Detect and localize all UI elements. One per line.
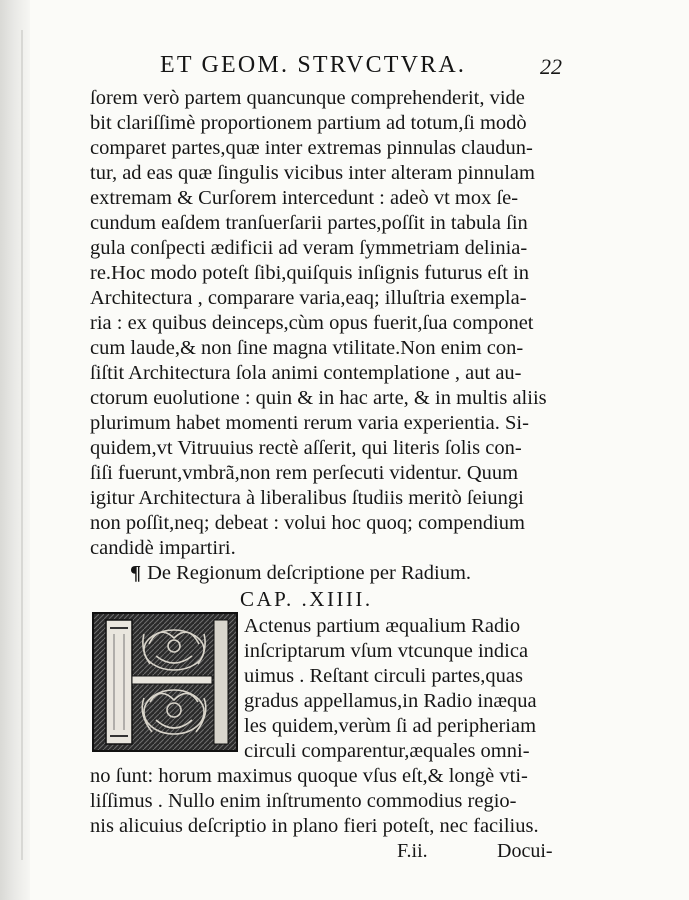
chapter-line: circuli comparentur,æquales omni- (244, 740, 530, 762)
section-heading (130, 562, 471, 585)
chapter-line: les quidem,verùm ſi ad peripheriam (244, 715, 537, 737)
woodcut-ornament-icon (94, 614, 236, 750)
body-line: cundum eaſdem tranſuerſarii partes,poſſit in tabula ſin (90, 212, 528, 234)
body-line: cum laude,& non ſine magna vtilitate.Non enim con- (90, 337, 524, 359)
pilcrow-mark: ¶ (130, 562, 142, 584)
running-title: ET GEOM. STRVCTVRA. (160, 52, 467, 78)
body-line: non poſſit,neq; debeat : volui hoc quoq; compendium (90, 512, 525, 534)
body-line: ſiſtit Architectura ſola animi contemplatione , aut au- (90, 362, 522, 384)
body-line: bit clariſſimè proportionem partium ad totum,ſi modò (90, 112, 527, 134)
catchword: Docui- (497, 840, 553, 862)
body-line: tur, ad eas quæ ſingulis vicibus inter alteram pinnulam (90, 162, 535, 184)
body-line: quidem,vt Vitruuius rectè aſſerit, qui literis ſolis con- (90, 437, 522, 459)
chapter-line: liſſimus . Nullo enim inſtrumento commodius regio- (90, 790, 517, 812)
chapter-line: nis alicuius deſcriptio in plano fieri poteſt, nec facilius. (90, 815, 539, 837)
chapter-line: inſcriptarum vſum vtcunque indica (244, 640, 529, 662)
chapter-line: Actenus partium æqualium Radio (244, 615, 521, 637)
chapter-line: gradus appellamus,in Radio inæqua (244, 690, 537, 712)
body-line: igitur Architectura à liberalibus ſtudiis meritò ſeiungi (90, 487, 524, 509)
chapter-heading: CAP. .XIIII. (240, 587, 373, 611)
body-line: ria : ex quibus deinceps,cùm opus fuerit,ſua componet (90, 312, 534, 334)
decorated-initial-h (92, 612, 238, 752)
page-binding-edge (0, 0, 30, 900)
body-line: extremam & Curſorem intercedunt : adeò vt mox ſe- (90, 187, 519, 209)
body-line: ſiſi fuerunt,vmbrã,non rem perſecuti videntur. Quum (90, 462, 519, 484)
page-number: 22 (540, 54, 562, 79)
section-heading-text: De Regionum deſcriptione per Radium. (147, 562, 472, 584)
chapter-line: uimus . Reſtant circuli partes,quas (244, 665, 523, 687)
body-line: plurimum habet momenti rerum varia experientia. Si- (90, 412, 529, 434)
signature-mark: F.ii. (397, 840, 428, 862)
body-line: comparet partes,quæ inter extremas pinnulas claudun- (90, 137, 533, 159)
chapter-line: no ſunt: horum maximus quoque vſus eſt,& longè vti- (90, 765, 528, 787)
body-line: re.Hoc modo poteſt ſibi,quiſquis inſignis futurus eſt in (90, 262, 530, 284)
body-line: Architectura , comparare varia,eaq; illuſtria exempla- (90, 287, 527, 309)
body-line: gula conſpecti ædificii ad veram ſymmetriam delinia- (90, 237, 528, 259)
body-line: ſorem verò partem quancunque comprehenderit, vide (90, 87, 525, 109)
body-line: ctorum euolutione : quin & in hac arte, & in multis aliis (90, 387, 547, 409)
body-line: candidè impartiri. (90, 537, 236, 559)
